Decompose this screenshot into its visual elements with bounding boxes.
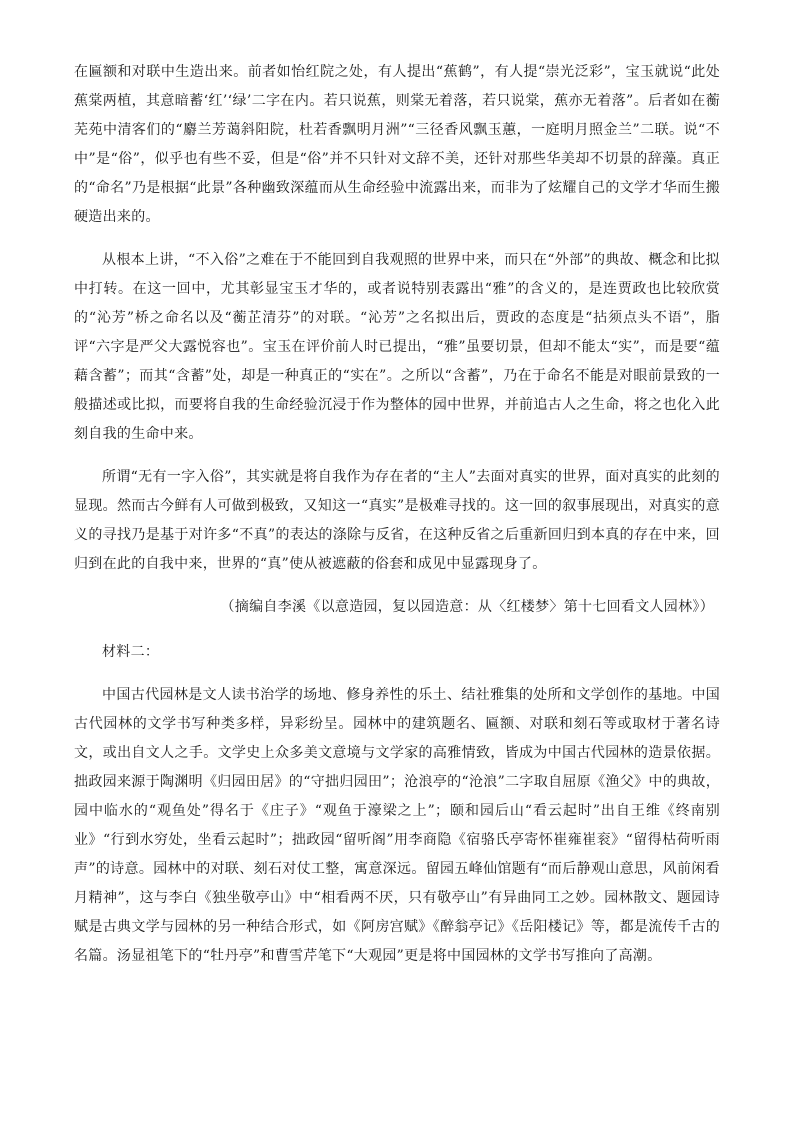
body-paragraph: 中国古代园林是文人读书治学的场地、修身养性的乐土、结社雅集的处所和文学创作的基地。中国古代园林的文学书写种类多样，异彩纷呈。园林中的建筑题名、匾额、对联和刻石等或取材于著名诗文，或出自文人之手。文学史上众多美文意境与文学家的高雅情致，皆成为中国古代园林的造景依据。拙政园来源于陶渊明《归园田居》的“守拙归园田”；沧浪亭的“沧浪”二字取自屈原《渔父》中的典故，园中临水的“观鱼处”得名于《庄子》“观鱼于濠梁之上”；颐和园后山“看云起时”出自王维《终南别业》“行到水穷处，坐看云起时”；拙政园“留听阁”用李商隐《宿骆氏亭寄怀崔雍崔衮》“留得枯荷听雨声”的诗意。园林中的对联、刻石对仗工整，寓意深远。留园五峰仙馆题有“而后静观山意思，风前闲看月精神”，这与李白《独坐敬亭山》中“相看两不厌，只有敬亭山”有异曲同工之妙。园林散文、题园诗赋是古典文学与园林的另一种结合形式，如《阿房宫赋》《醉翁亭记》《岳阳楼记》等，都是流传千古的名篇。汤显祖笔下的“牡丹亭”和曹雪芹笔下“大观园”更是将中国园林的文学书写推向了高潮。 (74, 687, 720, 964)
body-paragraph: 从根本上讲，“不入俗”之难在于不能回到自我观照的世界中来，而只在“外部”的典故、概念和比拟中打转。在这一回中，尤其彰显宝玉才华的，或者说特别表露出“雅”的含义的，是连贾政也比较欣赏的“沁芳”桥之命名以及“蘅芷清芬”的对联。“沁芳”之名拟出后，贾政的态度是“拈须点头不语”，脂评“六字是严父大露悦容也”。宝玉在评价前人时已提出，“雅”虽要切景，但却不能太“实”，而是要“蕴藉含蓄”；而其“含蓄”处，却是一种真正的“实在”。之所以“含蓄”，乃在于命名不能是对眼前景致的一般描述或比拟，而要将自我的生命经验沉浸于作为整体的园中世界，并前追古人之生命，将之也化入此刻自我的生命中来。 (74, 252, 720, 442)
body-paragraph: 所谓“无有一字入俗”，其实就是将自我作为存在者的“主人”去面对真实的世界，面对真实的此刻的显现。然而古今鲜有人可做到极致，又知这一“真实”是极难寻找的。这一回的叙事展现出，对真实的意义的寻找乃是基于对许多“不真”的表达的涤除与反省，在这种反省之后重新回归到本真的存在中来，回归到在此的自我中来，世界的“真”使从被遮蔽的俗套和成见中显露现身了。 (74, 469, 720, 572)
body-paragraph: 在匾额和对联中生造出来。前者如怡红院之处，有人提出“蕉鹤”，有人提“崇光泛彩”，宝玉就说“此处蕉棠两植，其意暗蓄‘红’‘绿’二字在内。若只说蕉，则棠无着落，若只说棠，蕉亦无着落”。后者如在蘅芜苑中清客们的“麝兰芳蔼斜阳院，杜若香飘明月洲”“三径香风飘玉蕙，一庭明月照金兰”二联。说“不中”是“俗”，似乎也有些不妥，但是“俗”并不只针对文辞不美，还针对那些华美却不切景的辞藻。真正的“命名”乃是根据“此景”各种幽致深蕴而从生命经验中流露出来，而非为了炫耀自己的文学才华而生搬硬造出来的。 (74, 64, 720, 225)
source-citation: （摘编自李溪《以意造园，复以园造意：从〈红楼梦〉第十七回看文人园林》） (220, 599, 714, 615)
section-heading: 材料二： (102, 644, 160, 660)
document-page (74, 58, 720, 985)
